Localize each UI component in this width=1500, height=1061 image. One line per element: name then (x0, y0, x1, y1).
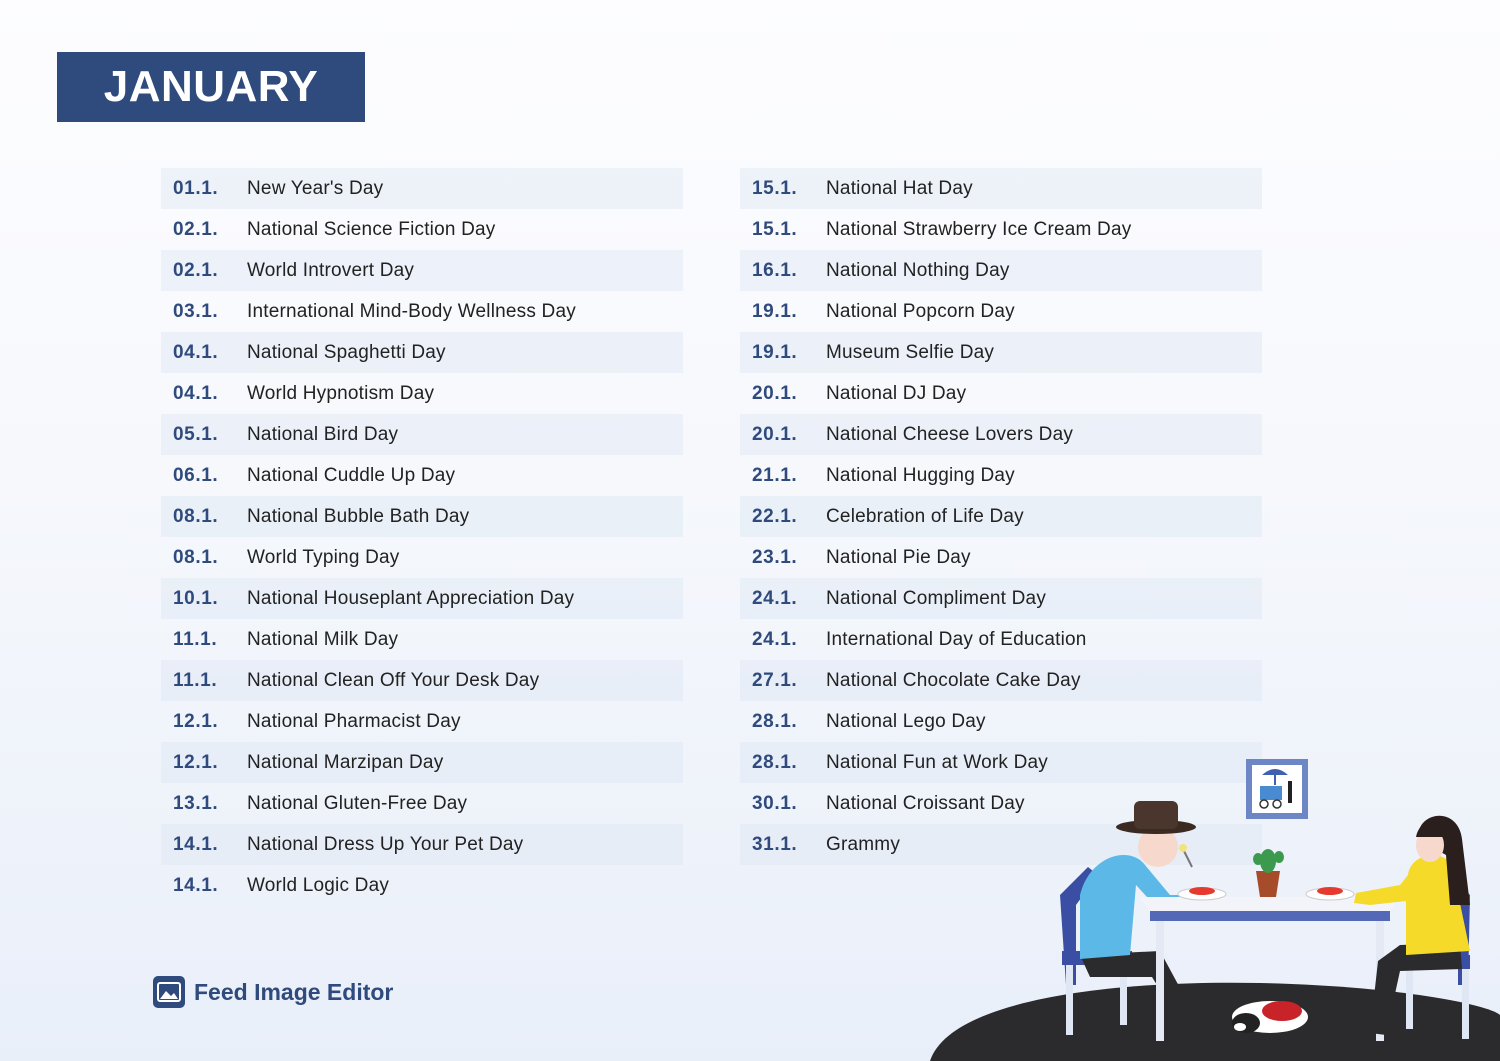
holiday-date: 15.1. (752, 218, 798, 240)
holiday-name: International Day of Education (826, 628, 1087, 650)
holiday-name: National Bubble Bath Day (247, 505, 470, 527)
holiday-name: National Milk Day (247, 628, 399, 650)
holiday-date: 10.1. (173, 587, 219, 609)
holiday-name: National Houseplant Appreciation Day (247, 587, 575, 609)
holiday-row (161, 865, 683, 906)
framed-picture-icon (1246, 759, 1308, 819)
holiday-row (161, 578, 683, 619)
holiday-name: National Strawberry Ice Cream Day (826, 218, 1132, 240)
holiday-date: 13.1. (173, 792, 219, 814)
holiday-name: National Cuddle Up Day (247, 464, 456, 486)
holiday-name: National Lego Day (826, 710, 986, 732)
holiday-name: National Gluten-Free Day (247, 792, 468, 814)
holiday-row (161, 168, 683, 209)
image-icon (152, 975, 186, 1009)
floor-shape (930, 983, 1500, 1061)
holiday-row (740, 619, 1262, 660)
holiday-row (740, 168, 1262, 209)
holiday-date: 20.1. (752, 423, 798, 445)
holiday-name: National Dress Up Your Pet Day (247, 833, 524, 855)
holiday-date: 11.1. (173, 669, 218, 691)
holiday-name: National Pie Day (826, 546, 971, 568)
holiday-name: National Croissant Day (826, 792, 1025, 814)
holiday-date: 20.1. (752, 382, 798, 404)
holiday-name: Grammy (826, 833, 901, 855)
holiday-date: 23.1. (752, 546, 798, 568)
holiday-date: 02.1. (173, 259, 219, 281)
holiday-date: 28.1. (752, 751, 798, 773)
holiday-row (161, 373, 683, 414)
holiday-row (161, 455, 683, 496)
holiday-row (161, 209, 683, 250)
spaghetti-plate-right-icon (1306, 887, 1354, 900)
holiday-row (740, 701, 1262, 742)
holiday-date: 08.1. (173, 505, 219, 527)
holiday-row (161, 660, 683, 701)
holiday-name: National Popcorn Day (826, 300, 1015, 322)
holiday-name: New Year's Day (247, 177, 384, 199)
holiday-name: National Pharmacist Day (247, 710, 461, 732)
holiday-row (740, 291, 1262, 332)
holiday-name: Celebration of Life Day (826, 505, 1024, 527)
holiday-row (161, 537, 683, 578)
holiday-date: 31.1. (752, 833, 798, 855)
holiday-name: National Hat Day (826, 177, 973, 199)
holiday-row (740, 496, 1262, 537)
brand-logo (152, 975, 393, 1009)
dining-couple-illustration (930, 755, 1500, 1061)
holiday-name: Museum Selfie Day (826, 341, 995, 363)
holiday-row (740, 332, 1262, 373)
spaghetti-plate-left-icon (1178, 887, 1226, 900)
holiday-name: World Introvert Day (247, 259, 415, 281)
holiday-date: 01.1. (173, 177, 219, 199)
holiday-row (740, 660, 1262, 701)
holiday-row (161, 783, 683, 824)
holiday-row (161, 742, 683, 783)
holiday-date: 04.1. (173, 382, 219, 404)
holiday-date: 14.1. (173, 874, 219, 896)
holiday-date: 02.1. (173, 218, 219, 240)
holiday-date: 28.1. (752, 710, 798, 732)
month-title: JANUARY (57, 52, 365, 122)
holiday-row (161, 332, 683, 373)
sleeping-dog-icon (1232, 1001, 1308, 1033)
holiday-name: National Bird Day (247, 423, 399, 445)
holiday-row (161, 619, 683, 660)
holiday-name: National Cheese Lovers Day (826, 423, 1074, 445)
holiday-row (161, 250, 683, 291)
holiday-name: World Logic Day (247, 874, 390, 896)
holiday-date: 19.1. (752, 300, 798, 322)
holiday-row (740, 209, 1262, 250)
holiday-date: 06.1. (173, 464, 219, 486)
holiday-date: 15.1. (752, 177, 798, 199)
holiday-date: 12.1. (173, 710, 219, 732)
holiday-name: National Hugging Day (826, 464, 1015, 486)
holiday-date: 30.1. (752, 792, 798, 814)
holiday-name: National DJ Day (826, 382, 967, 404)
holiday-name: National Spaghetti Day (247, 341, 446, 363)
holiday-date: 27.1. (752, 669, 798, 691)
holiday-name: World Typing Day (247, 546, 400, 568)
holiday-row (740, 537, 1262, 578)
holiday-row (161, 291, 683, 332)
holiday-row (740, 373, 1262, 414)
holiday-list-left (161, 168, 683, 906)
holiday-date: 14.1. (173, 833, 219, 855)
holiday-date: 11.1. (173, 628, 218, 650)
holiday-date: 22.1. (752, 505, 798, 527)
holiday-date: 05.1. (173, 423, 219, 445)
holiday-name: World Hypnotism Day (247, 382, 435, 404)
holiday-date: 04.1. (173, 341, 219, 363)
holiday-name: International Mind-Body Wellness Day (247, 300, 576, 322)
holiday-name: National Marzipan Day (247, 751, 444, 773)
holiday-name: National Compliment Day (826, 587, 1047, 609)
holiday-name: National Fun at Work Day (826, 751, 1048, 773)
holiday-date: 24.1. (752, 628, 798, 650)
holiday-date: 03.1. (173, 300, 219, 322)
holiday-date: 12.1. (173, 751, 219, 773)
cactus-pot-icon (1253, 849, 1284, 897)
holiday-row (161, 496, 683, 537)
holiday-name: National Nothing Day (826, 259, 1010, 281)
holiday-date: 21.1. (752, 464, 798, 486)
holiday-row (161, 414, 683, 455)
holiday-date: 19.1. (752, 341, 798, 363)
brand-name: Feed Image Editor (194, 978, 394, 1005)
holiday-date: 16.1. (752, 259, 798, 281)
holiday-row (740, 455, 1262, 496)
holiday-name: National Clean Off Your Desk Day (247, 669, 540, 691)
holiday-row (740, 578, 1262, 619)
holiday-date: 08.1. (173, 546, 219, 568)
holiday-name: National Science Fiction Day (247, 218, 496, 240)
holiday-name: National Chocolate Cake Day (826, 669, 1081, 691)
holiday-date: 24.1. (752, 587, 798, 609)
holiday-row (740, 414, 1262, 455)
holiday-row (161, 701, 683, 742)
holiday-row (740, 250, 1262, 291)
holiday-row (161, 824, 683, 865)
